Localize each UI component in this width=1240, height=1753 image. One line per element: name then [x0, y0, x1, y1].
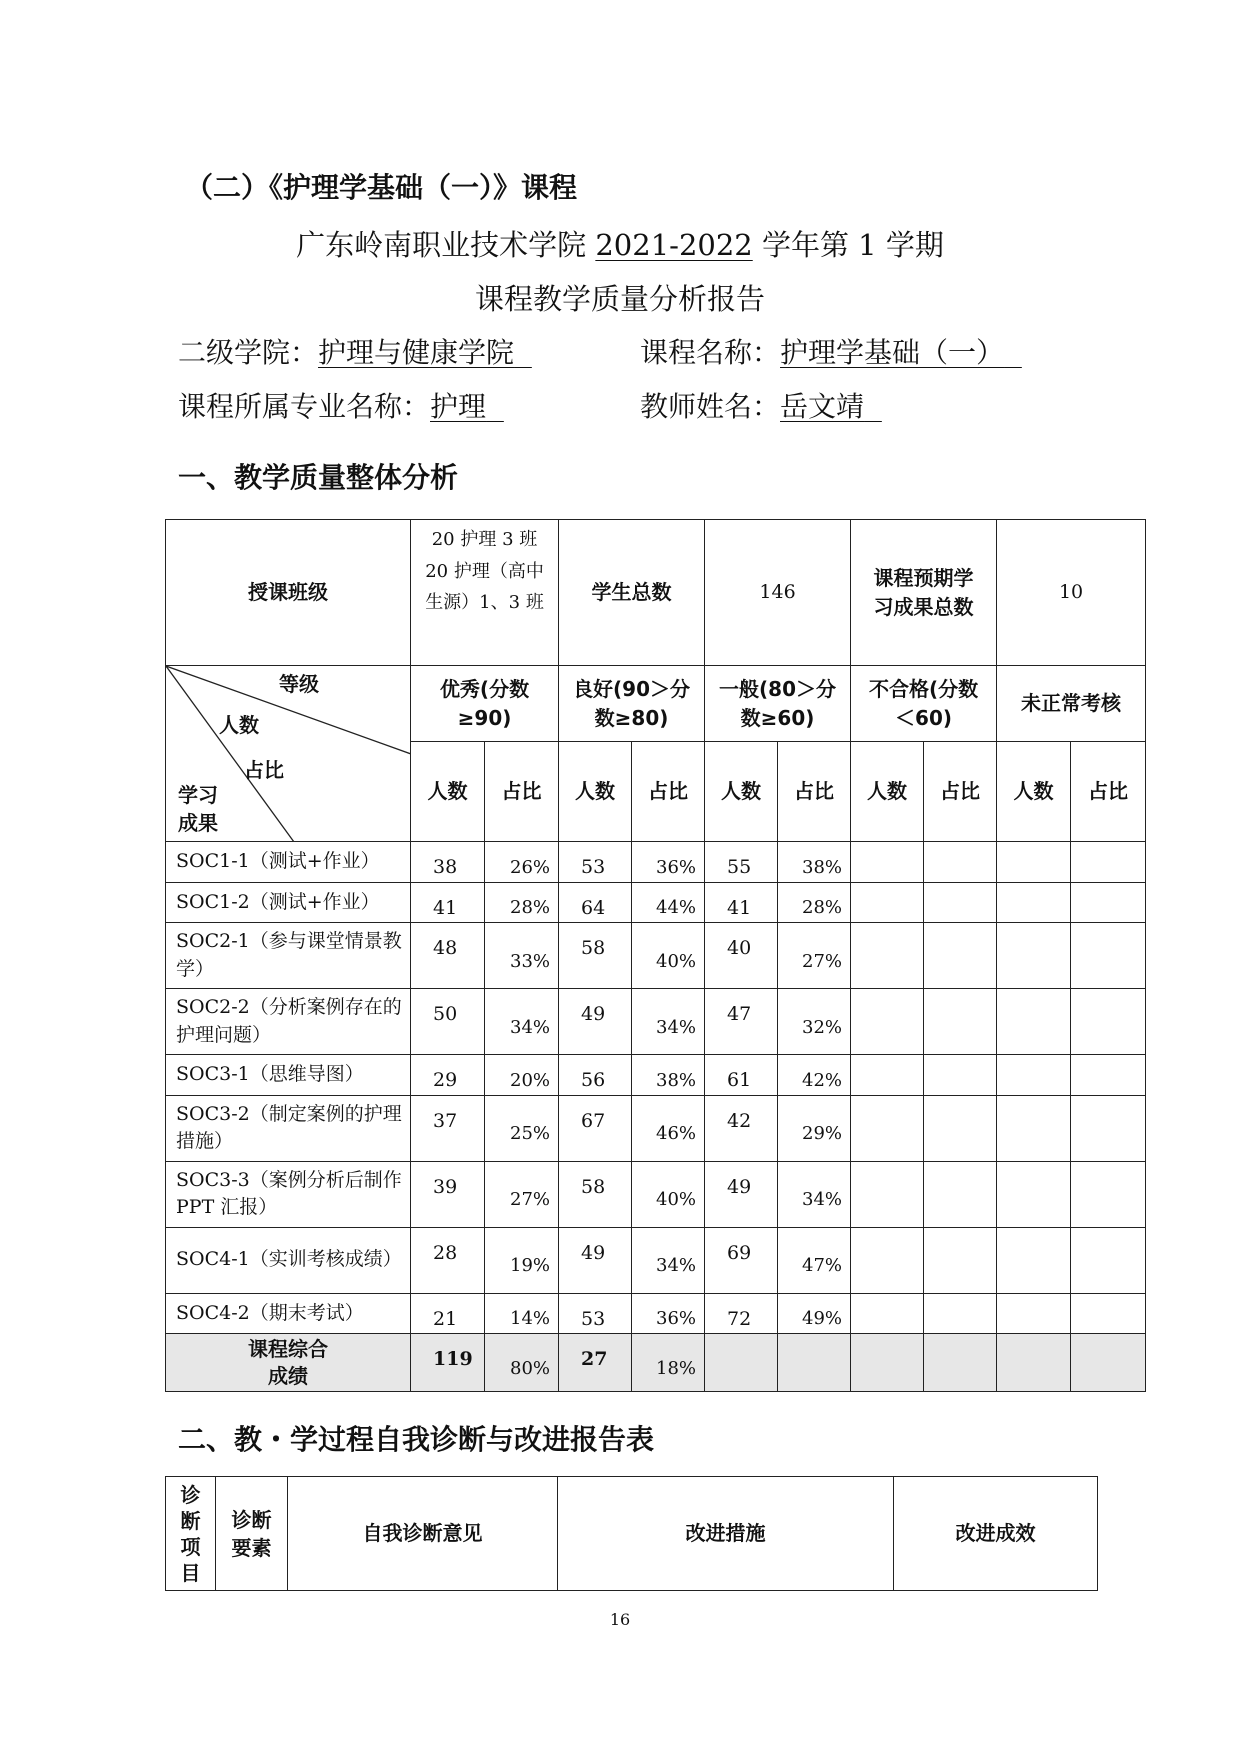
header-improvement-measures: 改进措施: [558, 1477, 894, 1591]
count-cell: 47: [705, 989, 778, 1055]
count-cell: 49: [705, 1161, 778, 1227]
outcome-name: SOC3-3（案例分析后制作 PPT 汇报）: [166, 1161, 411, 1227]
ratio-cell: [1071, 1293, 1146, 1334]
ratio-cell: 32%: [778, 989, 851, 1055]
count-cell: 37: [411, 1095, 485, 1161]
page-number: 16: [609, 1610, 631, 1629]
report-title-line2: 课程教学质量分析报告: [474, 282, 765, 316]
course-label: 课程名称：: [640, 336, 781, 369]
sub-header-count: 人数: [559, 742, 632, 842]
diag-ratio-label: 占比: [244, 758, 284, 782]
ratio-cell: 44%: [632, 882, 705, 923]
sub-header-ratio: 占比: [778, 742, 851, 842]
count-cell: [997, 1334, 1071, 1392]
ratio-cell: 28%: [485, 882, 559, 923]
count-cell: [851, 1161, 924, 1227]
count-cell: [997, 882, 1071, 923]
count-cell: 67: [559, 1095, 632, 1161]
sub-header-count: 人数: [411, 742, 485, 842]
count-cell: [997, 1055, 1071, 1096]
count-cell: 64: [559, 882, 632, 923]
ratio-cell: 36%: [632, 1293, 705, 1334]
ratio-cell: [1071, 1227, 1146, 1293]
count-cell: 21: [411, 1293, 485, 1334]
count-cell: 49: [559, 1227, 632, 1293]
count-cell: 41: [411, 882, 485, 923]
ratio-cell: 42%: [778, 1055, 851, 1096]
outcome-name: SOC3-1（思维导图）: [166, 1055, 411, 1096]
outcome-name: SOC2-1（参与课堂情景教学）: [166, 923, 411, 989]
count-cell: [851, 1227, 924, 1293]
course-value: 护理学基础（一）: [780, 336, 1005, 369]
ratio-cell: 47%: [778, 1227, 851, 1293]
ratio-cell: [924, 1334, 997, 1392]
count-cell: 42: [705, 1095, 778, 1161]
outcome-name: SOC1-1（测试+作业）: [166, 842, 411, 883]
ratio-cell: [1071, 923, 1146, 989]
ratio-cell: 40%: [632, 923, 705, 989]
table-row: [166, 1293, 1146, 1334]
college-value: 护理与健康学院: [318, 336, 515, 369]
ratio-cell: 34%: [485, 989, 559, 1055]
ratio-cell: 27%: [485, 1161, 559, 1227]
sub-header-ratio: 占比: [1071, 742, 1146, 842]
sub-header-ratio: 占比: [632, 742, 705, 842]
count-cell: [705, 1334, 778, 1392]
count-cell: 53: [559, 1293, 632, 1334]
count-cell: 50: [411, 989, 485, 1055]
table-row: [166, 842, 1146, 883]
teacher-info: [640, 385, 882, 425]
sub-header-ratio: 占比: [924, 742, 997, 842]
sub-header-ratio: 占比: [485, 742, 559, 842]
count-cell: [851, 923, 924, 989]
count-cell: [997, 989, 1071, 1055]
ratio-cell: 34%: [632, 989, 705, 1055]
table-row: [166, 923, 1146, 989]
count-cell: 28: [411, 1227, 485, 1293]
count-cell: [997, 842, 1071, 883]
grade-fail: 不合格(分数＜60): [851, 666, 997, 742]
count-cell: [851, 1293, 924, 1334]
quality-analysis-table: [165, 519, 1146, 1392]
total-row: [166, 1334, 1146, 1392]
title-year: 2021-2022: [595, 228, 753, 262]
section-title: （二）《护理学基础（一）》课程: [185, 171, 578, 204]
diag-outcome-label: 学习 成果: [178, 783, 218, 835]
ratio-cell: [1071, 1334, 1146, 1392]
class-value: 20 护理 3 班 20 护理（高中生源）1、3 班: [411, 520, 559, 666]
ratio-cell: 38%: [778, 842, 851, 883]
count-cell: [997, 1293, 1071, 1334]
header-diagnosis-item: 诊 断 项 目: [166, 1477, 216, 1591]
count-cell: [997, 923, 1071, 989]
count-cell: [997, 1227, 1071, 1293]
count-cell: 27: [559, 1334, 632, 1392]
count-cell: [851, 882, 924, 923]
ratio-cell: 14%: [485, 1293, 559, 1334]
ratio-cell: [924, 923, 997, 989]
report-title-line1: [0, 223, 1240, 264]
count-cell: 53: [559, 842, 632, 883]
header-self-diagnosis-opinion: 自我诊断意见: [288, 1477, 558, 1591]
count-cell: 58: [559, 1161, 632, 1227]
count-cell: 49: [559, 989, 632, 1055]
count-cell: 72: [705, 1293, 778, 1334]
count-cell: [851, 1334, 924, 1392]
ratio-cell: 49%: [778, 1293, 851, 1334]
count-cell: [851, 989, 924, 1055]
ratio-cell: 46%: [632, 1095, 705, 1161]
ratio-cell: [924, 1095, 997, 1161]
count-cell: 58: [559, 923, 632, 989]
grade-excellent: 优秀(分数≥90): [411, 666, 559, 742]
diag-grade-label: 等级: [279, 672, 319, 696]
count-cell: 48: [411, 923, 485, 989]
ratio-cell: [924, 1227, 997, 1293]
college-label: 二级学院：: [178, 336, 319, 369]
ratio-cell: [1071, 1055, 1146, 1096]
ratio-cell: 19%: [485, 1227, 559, 1293]
count-cell: [851, 1095, 924, 1161]
count-cell: 69: [705, 1227, 778, 1293]
ratio-cell: 29%: [778, 1095, 851, 1161]
ratio-cell: 34%: [778, 1161, 851, 1227]
count-cell: [997, 1095, 1071, 1161]
teacher-value: 岳文靖: [780, 390, 865, 423]
diagonal-header-cell: [166, 666, 411, 842]
table-row: [166, 989, 1146, 1055]
table-row: [166, 882, 1146, 923]
header-diagnosis-element: 诊断 要素: [216, 1477, 288, 1591]
title-term: 学年第 1 学期: [752, 228, 944, 262]
ratio-cell: [924, 989, 997, 1055]
self-diagnosis-table: [165, 1476, 1098, 1591]
outcome-rows: [166, 842, 1146, 1392]
ratio-cell: 18%: [632, 1334, 705, 1392]
outcomes-value: 10: [997, 520, 1146, 666]
ratio-cell: [1071, 882, 1146, 923]
count-cell: 61: [705, 1055, 778, 1096]
sub-header-count: 人数: [705, 742, 778, 842]
ratio-cell: [924, 1055, 997, 1096]
count-cell: 29: [411, 1055, 485, 1096]
outcome-name: SOC3-2（制定案例的护理措施）: [166, 1095, 411, 1161]
ratio-cell: [1071, 1095, 1146, 1161]
count-cell: [851, 842, 924, 883]
ratio-cell: 80%: [485, 1334, 559, 1392]
outcomes-label: 课程预期学习成果总数: [851, 520, 997, 666]
title-school: 广东岭南职业技术学院: [296, 228, 596, 262]
table-row: [166, 1227, 1146, 1293]
teacher-label: 教师姓名：: [640, 390, 781, 423]
grade-not-assessed: 未正常考核: [997, 666, 1146, 742]
ratio-cell: [1071, 989, 1146, 1055]
major-value: 护理: [430, 390, 487, 423]
ratio-cell: [924, 1161, 997, 1227]
header-improvement-results: 改进成效: [894, 1477, 1098, 1591]
ratio-cell: 36%: [632, 842, 705, 883]
count-cell: [851, 1055, 924, 1096]
ratio-cell: 28%: [778, 882, 851, 923]
table-row: [166, 1161, 1146, 1227]
grade-good: 良好(90＞分数≥80): [559, 666, 705, 742]
count-cell: 119: [411, 1334, 485, 1392]
heading-quality-analysis: 一、教学质量整体分析: [178, 461, 459, 494]
sub-header-count: 人数: [851, 742, 924, 842]
grade-average: 一般(80＞分数≥60): [705, 666, 851, 742]
class-label: 授课班级: [166, 520, 411, 666]
ratio-cell: [924, 882, 997, 923]
diag-count-label: 人数: [219, 713, 259, 737]
outcome-name: SOC2-2（分析案例存在的护理问题）: [166, 989, 411, 1055]
ratio-cell: [924, 842, 997, 883]
ratio-cell: [778, 1334, 851, 1392]
course-info: [640, 331, 1022, 371]
table-row: [166, 1095, 1146, 1161]
outcome-name: SOC1-2（测试+作业）: [166, 882, 411, 923]
students-label: 学生总数: [559, 520, 705, 666]
count-cell: 38: [411, 842, 485, 883]
ratio-cell: 38%: [632, 1055, 705, 1096]
count-cell: [997, 1161, 1071, 1227]
count-cell: 55: [705, 842, 778, 883]
count-cell: 39: [411, 1161, 485, 1227]
ratio-cell: 33%: [485, 923, 559, 989]
count-cell: 56: [559, 1055, 632, 1096]
ratio-cell: 34%: [632, 1227, 705, 1293]
ratio-cell: 26%: [485, 842, 559, 883]
ratio-cell: [1071, 1161, 1146, 1227]
heading-self-diagnosis: 二、教・学过程自我诊断与改进报告表: [178, 1423, 655, 1456]
college-info: [178, 331, 532, 371]
major-info: [178, 385, 504, 425]
major-label: 课程所属专业名称：: [178, 390, 431, 423]
ratio-cell: 40%: [632, 1161, 705, 1227]
total-label: 课程综合 成绩: [166, 1334, 411, 1392]
ratio-cell: 25%: [485, 1095, 559, 1161]
ratio-cell: 20%: [485, 1055, 559, 1096]
count-cell: 40: [705, 923, 778, 989]
outcome-name: SOC4-2（期末考试）: [166, 1293, 411, 1334]
count-cell: 41: [705, 882, 778, 923]
ratio-cell: 27%: [778, 923, 851, 989]
sub-header-count: 人数: [997, 742, 1071, 842]
students-value: 146: [705, 520, 851, 666]
outcome-name: SOC4-1（实训考核成绩）: [166, 1227, 411, 1293]
ratio-cell: [924, 1293, 997, 1334]
table-row: [166, 1055, 1146, 1096]
ratio-cell: [1071, 842, 1146, 883]
